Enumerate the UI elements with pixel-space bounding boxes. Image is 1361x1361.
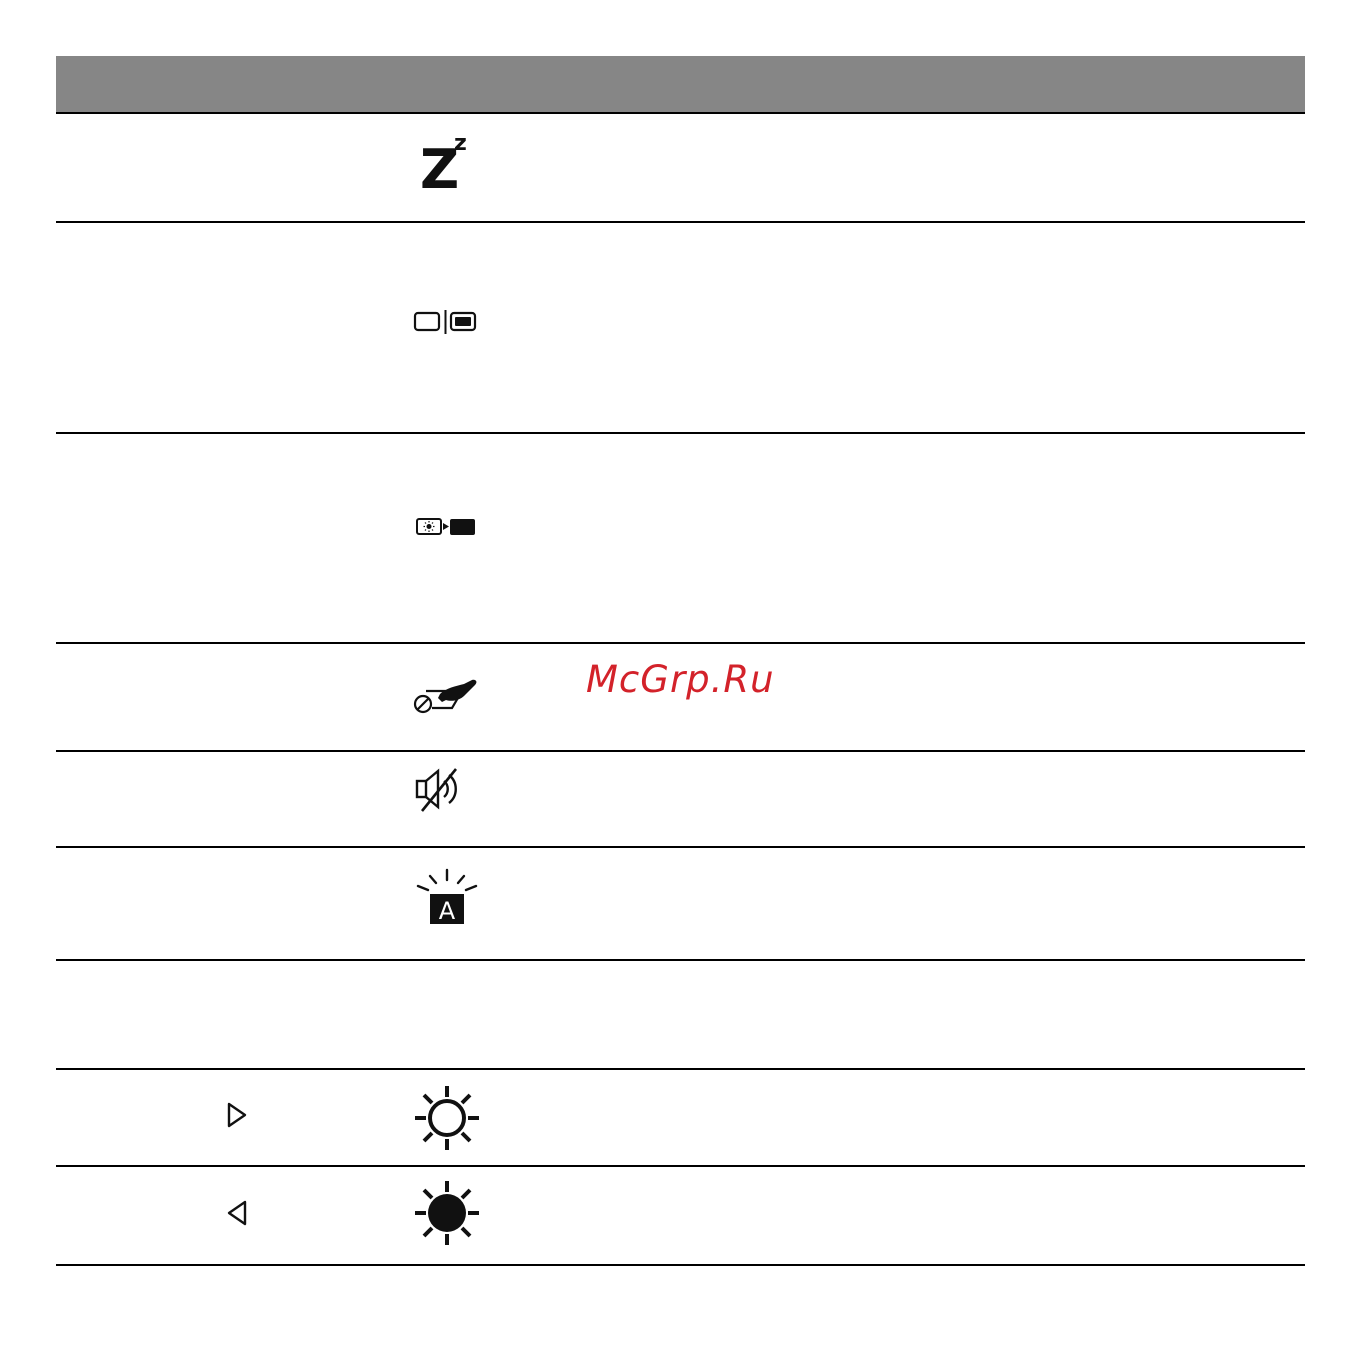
left-arrow-icon: [226, 1200, 248, 1226]
table-header: [56, 56, 1305, 112]
table-rule: [56, 221, 1305, 223]
table-rule: [56, 846, 1305, 848]
right-arrow-icon: [226, 1102, 248, 1128]
table-rule: [56, 642, 1305, 644]
sleep-zz-icon: [418, 130, 474, 194]
svg-text:A: A: [438, 897, 456, 925]
display-off-icon: [415, 516, 477, 538]
table-rule: [56, 1068, 1305, 1070]
touchpad-toggle-icon: [412, 676, 480, 716]
table-rule: [56, 1165, 1305, 1167]
brightness-up-icon: [414, 1085, 480, 1151]
speaker-mute-icon: [414, 767, 466, 813]
display-toggle-icon: [413, 310, 479, 334]
table-rule: [56, 432, 1305, 434]
watermark-text: McGrp.Ru: [586, 658, 775, 701]
brightness-down-icon: [414, 1180, 480, 1246]
table-rule: [56, 959, 1305, 961]
table-rule: [56, 112, 1305, 114]
table-rule: [56, 1264, 1305, 1266]
svg-text:z: z: [454, 131, 467, 156]
keyboard-backlight-icon: [416, 868, 478, 926]
table-rule: [56, 750, 1305, 752]
svg-text:Z: Z: [420, 138, 460, 194]
